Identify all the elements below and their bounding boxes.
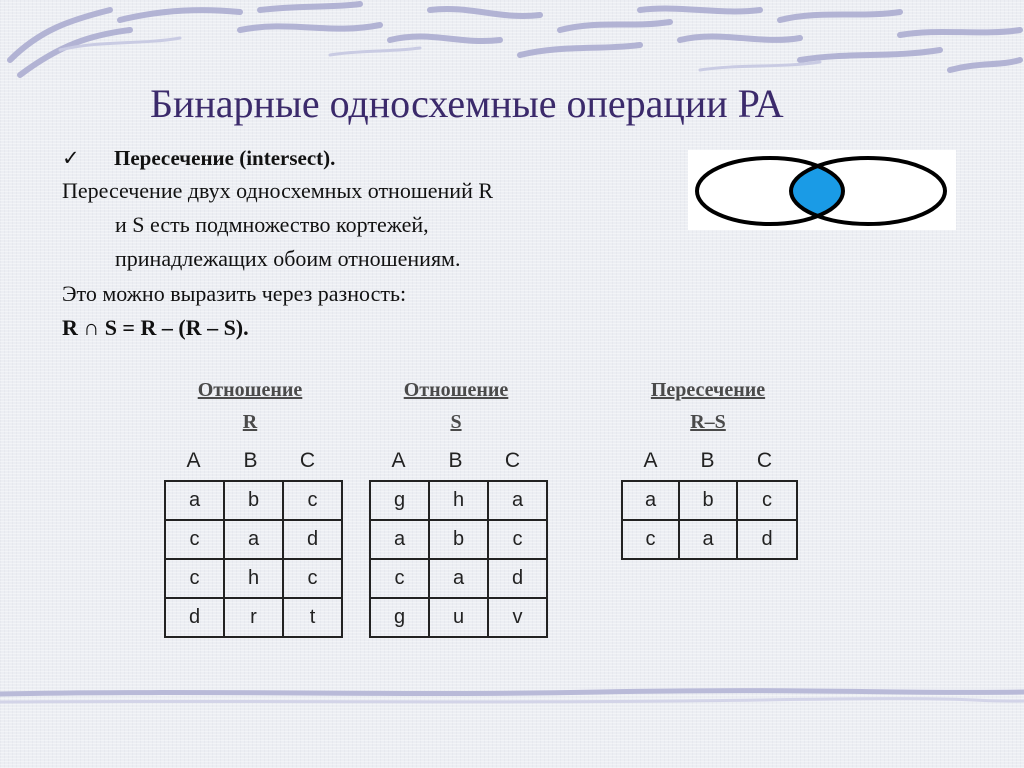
table-cell: c <box>165 559 224 598</box>
table-row <box>165 481 342 520</box>
table-cell: h <box>429 481 488 520</box>
table-cell: b <box>224 481 283 520</box>
column-header: C <box>504 449 521 472</box>
table-cell: a <box>165 481 224 520</box>
paragraph-line-2: и S есть подмножество кортежей, <box>115 212 429 237</box>
table-cell: b <box>679 481 737 520</box>
table-s-column-headers <box>370 449 542 473</box>
table-cell: h <box>224 559 283 598</box>
table-cell: a <box>679 520 737 559</box>
column-header: A <box>391 449 406 472</box>
table-cell: a <box>370 520 429 559</box>
table-r <box>164 480 343 638</box>
table-row <box>165 559 342 598</box>
table-cell: d <box>737 520 797 559</box>
column-header: C <box>299 449 316 472</box>
bullet-heading <box>62 146 335 171</box>
column-header: C <box>756 449 773 472</box>
table-r-title-line1: Отношение <box>197 379 303 401</box>
table-cell: t <box>283 598 342 637</box>
table-cell: b <box>429 520 488 559</box>
table-r-title <box>165 374 335 438</box>
bottom-divider <box>0 680 1024 720</box>
table-cell: a <box>429 559 488 598</box>
table-cell: g <box>370 481 429 520</box>
column-header: B <box>700 449 715 472</box>
table-row <box>165 598 342 637</box>
table-s-title-line2: S <box>450 411 462 433</box>
table-row <box>165 520 342 559</box>
column-header: B <box>448 449 463 472</box>
top-decoration <box>0 0 1024 90</box>
table-cell: c <box>737 481 797 520</box>
table-cell: g <box>370 598 429 637</box>
table-cell: a <box>488 481 547 520</box>
checkmark-icon: ✓ <box>62 146 80 170</box>
bullet-text: Пересечение (intersect). <box>114 146 336 170</box>
table-cell: d <box>488 559 547 598</box>
formula: R ∩ S = R – (R – S). <box>62 315 249 340</box>
slide-title: Бинарные односхемные операции РА <box>150 81 784 126</box>
table-row <box>622 481 797 520</box>
venn-diagram <box>688 150 956 230</box>
table-cell: c <box>488 520 547 559</box>
table-cell: c <box>283 559 342 598</box>
table-r-title-line2: R <box>242 411 258 433</box>
table-intersection-column-headers <box>622 449 794 473</box>
table-row <box>622 520 797 559</box>
table-intersection <box>621 480 798 560</box>
table-cell: a <box>622 481 679 520</box>
table-intersection-title-line1: Пересечение <box>650 379 766 401</box>
paragraph-line-4: Это можно выразить через разность: <box>62 281 407 306</box>
table-intersection-title-line2: R–S <box>690 411 726 433</box>
paragraph-line-3: принадлежащих обоим отношениям. <box>115 246 461 271</box>
table-cell: u <box>429 598 488 637</box>
table-row <box>370 598 547 637</box>
column-header: B <box>243 449 258 472</box>
table-r-column-headers <box>165 449 336 473</box>
table-cell: d <box>165 598 224 637</box>
table-s-title-line1: Отношение <box>403 379 509 401</box>
column-header: A <box>186 449 201 472</box>
table-row <box>370 520 547 559</box>
table-cell: v <box>488 598 547 637</box>
table-cell: c <box>283 481 342 520</box>
column-header: A <box>643 449 658 472</box>
paragraph-line-1: Пересечение двух односхемных отношений R <box>62 178 494 203</box>
table-cell: c <box>165 520 224 559</box>
table-cell: a <box>224 520 283 559</box>
table-row <box>370 559 547 598</box>
table-cell: c <box>370 559 429 598</box>
table-intersection-title <box>622 374 794 438</box>
table-s-title <box>370 374 542 438</box>
table-cell: c <box>622 520 679 559</box>
table-s <box>369 480 548 638</box>
table-cell: r <box>224 598 283 637</box>
table-cell: d <box>283 520 342 559</box>
table-row <box>370 481 547 520</box>
